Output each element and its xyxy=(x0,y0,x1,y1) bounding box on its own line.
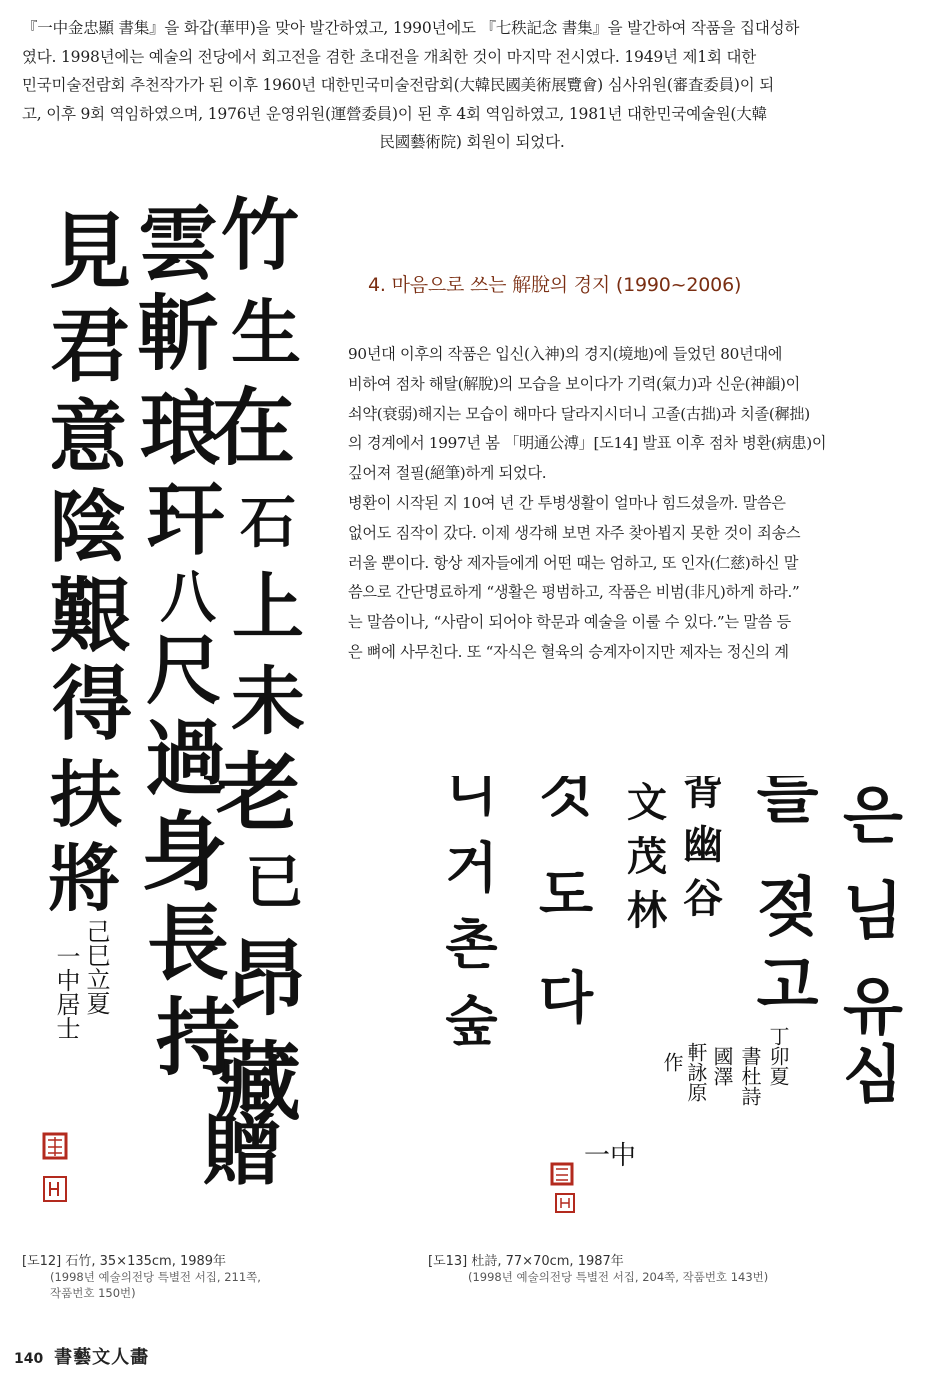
calli-char: 贈 xyxy=(202,1105,282,1196)
calli-char: 在 xyxy=(210,378,296,477)
seal-stamp-mark xyxy=(556,1169,568,1180)
calli-char: 陰 xyxy=(48,482,128,573)
publication-name: 書藝文人畵 xyxy=(54,1347,150,1368)
body-line: 의 경계에서 1997년 봄 「明通公溥」[도14] 발표 이후 점차 병환(病患)이 xyxy=(348,434,827,453)
page-number: 140 xyxy=(14,1351,44,1367)
calli-column: 험함이 높은 님 유심 xyxy=(831,776,905,1110)
calli-char: 玕 xyxy=(146,475,226,566)
calli-char: 斬 xyxy=(136,286,220,382)
body-line: 씀으로 간단명료하게 “생활은 평범하고, 작품은 비범(非凡)하게 하라.” xyxy=(348,583,800,602)
page-footer xyxy=(14,1343,149,1369)
body-line: 은 뼈에 사무친다. 또 “자식은 혈육의 승계자이지만 제자는 정신의 계 xyxy=(348,642,789,661)
calligraphy-artwork-stone-bamboo xyxy=(28,192,318,1232)
calli-char: 石 xyxy=(240,490,296,556)
calli-char: 意 xyxy=(48,392,128,483)
calli-char: 未 xyxy=(231,659,305,745)
calli-column: 檻峰背幽谷 xyxy=(676,776,724,931)
seal-stamp-mark xyxy=(48,1137,62,1156)
caption-sub: 작품번호 150번) xyxy=(50,1286,136,1300)
signature-text: 丁卯夏 xyxy=(766,1026,790,1086)
calli-char: 身 xyxy=(141,802,227,903)
calligraphy-left-svg xyxy=(28,192,318,1232)
calli-char: 君 xyxy=(50,299,130,393)
top-paragraph-line: 고, 이후 9회 역임하였으며, 1976년 운영위원(運營委員)이 된 후 4회 역임하였고, 1981년 대한민국예술원(大韓 xyxy=(22,104,767,123)
seal-stamp xyxy=(552,1164,572,1184)
caption-main: [도12] 石竹, 35×135cm, 1989年 xyxy=(22,1254,227,1269)
calli-char: 生 xyxy=(231,291,301,374)
calligraphy-right-svg xyxy=(420,776,925,1231)
calli-column: 창 이 부 니 거 촌 숲 xyxy=(436,776,500,1049)
caption-sub: (1998년 예술의전당 특별전 서집, 204쪽, 작품번호 143번) xyxy=(468,1270,769,1284)
figure-caption-13 xyxy=(428,1250,768,1285)
calli-char: 過 xyxy=(144,711,228,807)
signature-name: 一中 xyxy=(583,1141,637,1171)
calli-char: 將 xyxy=(47,836,121,921)
body-line: 는 말씀이나, “사람이 되어야 학문과 예술을 이룰 수 있다.”는 말씀 등 xyxy=(348,613,791,632)
signature-name: 一中居士 xyxy=(52,944,80,1040)
calli-char: 竹 xyxy=(220,192,300,281)
calli-char: 扶 xyxy=(49,752,123,837)
top-paragraph-line: 民國藝術院) 회원이 되었다. xyxy=(379,133,565,152)
calli-char: 見 xyxy=(48,204,132,300)
body-line: 90년대 이후의 작품은 입신(入神)의 경지(境地)에 들었던 80년대에 xyxy=(348,345,783,363)
figure-caption-12 xyxy=(22,1250,261,1301)
calli-char: 琅 xyxy=(140,382,220,476)
seal-stamp-mark xyxy=(50,1182,58,1196)
calli-column: 窗燈文茂林 xyxy=(620,776,668,943)
calli-column: 리 섯 것 도 다 xyxy=(529,776,595,1038)
calli-char: 得 xyxy=(52,657,132,751)
signature-text: 軒詠原 xyxy=(684,1042,708,1102)
top-paragraph xyxy=(22,14,922,157)
seal-stamp-mark xyxy=(561,1198,569,1208)
body-line: 없어도 짐작이 갔다. 이제 생각해 보면 자주 찾아뵙지 못한 것이 죄송스 xyxy=(348,523,801,542)
body-line: 쇠약(衰弱)해지는 모습이 해마다 달라지시더니 고졸(古拙)과 치졸(穉拙) xyxy=(348,404,810,423)
body-line: 러울 뿐이다. 항상 제자들에게 어떤 때는 엄하고, 또 인자(仁慈)하신 말 xyxy=(348,553,799,572)
body-text xyxy=(348,340,918,668)
calligraphy-artwork-du-poem xyxy=(420,776,925,1231)
body-line: 깊어져 절필(絕筆)하게 되었다. xyxy=(348,464,547,483)
section-title: 4. 마음으로 쓰는 解脫의 경지 (1990~2006) xyxy=(368,274,742,296)
calli-char: 雲 xyxy=(138,197,218,291)
signature-text: 作 xyxy=(660,1052,684,1072)
calli-char: 昂 xyxy=(224,931,308,1027)
signature-text: 國澤 xyxy=(710,1046,734,1086)
calli-column: 흔 고를 젖고 xyxy=(744,776,820,1030)
top-paragraph-line: 『一中金忠顯 書集』을 화갑(華甲)을 맞아 발간하였고, 1990년에도 『七秩記念 書集』을 발간하여 작품을 집대성하 xyxy=(22,19,800,37)
calli-char: 老 xyxy=(215,743,301,842)
top-paragraph-line: 민국미술전람회 추천작가가 된 이후 1960년 대한민국미술전람회(大韓民國美術展覽會) 심사위원(審査委員)이 되 xyxy=(22,76,774,95)
calli-char: 已 xyxy=(244,848,304,916)
signature-date: 己巳立夏 xyxy=(82,919,110,1015)
caption-main: [도13] 杜詩, 77×70cm, 1987年 xyxy=(428,1254,624,1269)
calli-char: 長 xyxy=(146,896,230,992)
signature-text: 書杜詩 xyxy=(738,1046,762,1106)
calli-char: 上 xyxy=(231,564,305,649)
calli-char: 持 xyxy=(155,988,241,1087)
calli-char: 藏 xyxy=(215,1032,301,1133)
calli-char: 八 xyxy=(160,565,216,631)
top-paragraph-line: 였다. 1998년에는 예술의 전당에서 회고전을 겸한 초대전을 개최한 것이 마지막 전시였다. 1949년 제1회 대한 xyxy=(22,47,757,66)
calli-char: 艱 xyxy=(50,569,130,663)
calli-char: 尺 xyxy=(146,626,222,715)
caption-sub: (1998년 예술의전당 특별전 서집, 211쪽, xyxy=(50,1270,261,1284)
body-line: 비하여 점차 해탈(解脫)의 모습을 보이다가 기력(氣力)과 신운(神韻)이 xyxy=(348,374,801,393)
body-line: 병환이 시작된 지 10여 년 간 투병생활이 얼마나 힘드셨을까. 말씀은 xyxy=(348,493,786,512)
